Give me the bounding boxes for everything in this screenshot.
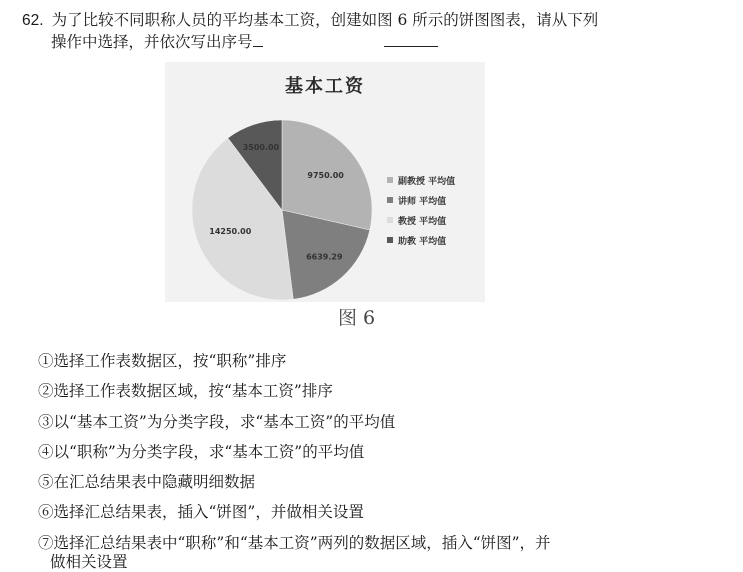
option-list xyxy=(38,346,728,572)
chart-title: 基本工资 xyxy=(285,76,365,97)
figure-caption: 图 6 xyxy=(338,307,376,329)
pie-slice-label: 3500.00 xyxy=(242,142,280,152)
legend-item xyxy=(387,230,455,250)
question-stem: 为了比较不同职称人员的平均基本工资，创建如图 6 所示的饼图图表，请从下列 xyxy=(51,11,599,29)
legend-label: 教授 平均值 xyxy=(398,216,447,227)
question-text-line2 xyxy=(51,30,263,52)
question-stem-cont: 操作中选择，并依次写出序号 xyxy=(51,33,253,51)
legend-swatch xyxy=(387,217,393,223)
pie-chart-figure xyxy=(165,62,485,302)
pie-slice-label: 9750.00 xyxy=(307,171,344,181)
legend-label: 助教 平均值 xyxy=(398,236,447,247)
question-number: 62. xyxy=(22,12,44,29)
option-7-continued: 做相关设置 xyxy=(50,553,128,572)
option-4: ④以“职称”为分类字段，求“基本工资”的平均值 xyxy=(38,442,365,461)
option-1: ①选择工作表数据区，按“职称”排序 xyxy=(38,352,287,370)
option-6: ⑥选择汇总结果表，插入“饼图”，并做相关设置 xyxy=(38,503,364,522)
chart-legend xyxy=(387,170,455,250)
legend-label: 讲师 平均值 xyxy=(398,196,447,207)
answer-blank xyxy=(384,46,438,47)
pie-slice-label: 6639.29 xyxy=(306,252,343,262)
option-5: ⑤在汇总结果表中隐藏明细数据 xyxy=(38,473,256,492)
option-7: ⑦选择汇总结果表中“职称”和“基本工资”两列的数据区域，插入“饼图”，并 xyxy=(38,533,551,552)
option-3: ③以“基本工资”为分类字段，求“基本工资”的平均值 xyxy=(38,412,396,431)
legend-swatch xyxy=(387,197,393,203)
pie-slice-label: 14250.00 xyxy=(209,226,252,236)
legend-label: 副教授 平均值 xyxy=(398,176,456,187)
answer-blank-start xyxy=(253,33,263,47)
legend-swatch xyxy=(387,177,393,183)
question-text-line1 xyxy=(22,8,598,30)
option-2: ②选择工作表数据区域，按“基本工资”排序 xyxy=(38,382,333,401)
legend-item xyxy=(387,190,455,210)
legend-item xyxy=(387,210,455,230)
legend-item xyxy=(387,170,455,190)
legend-swatch xyxy=(387,237,393,243)
